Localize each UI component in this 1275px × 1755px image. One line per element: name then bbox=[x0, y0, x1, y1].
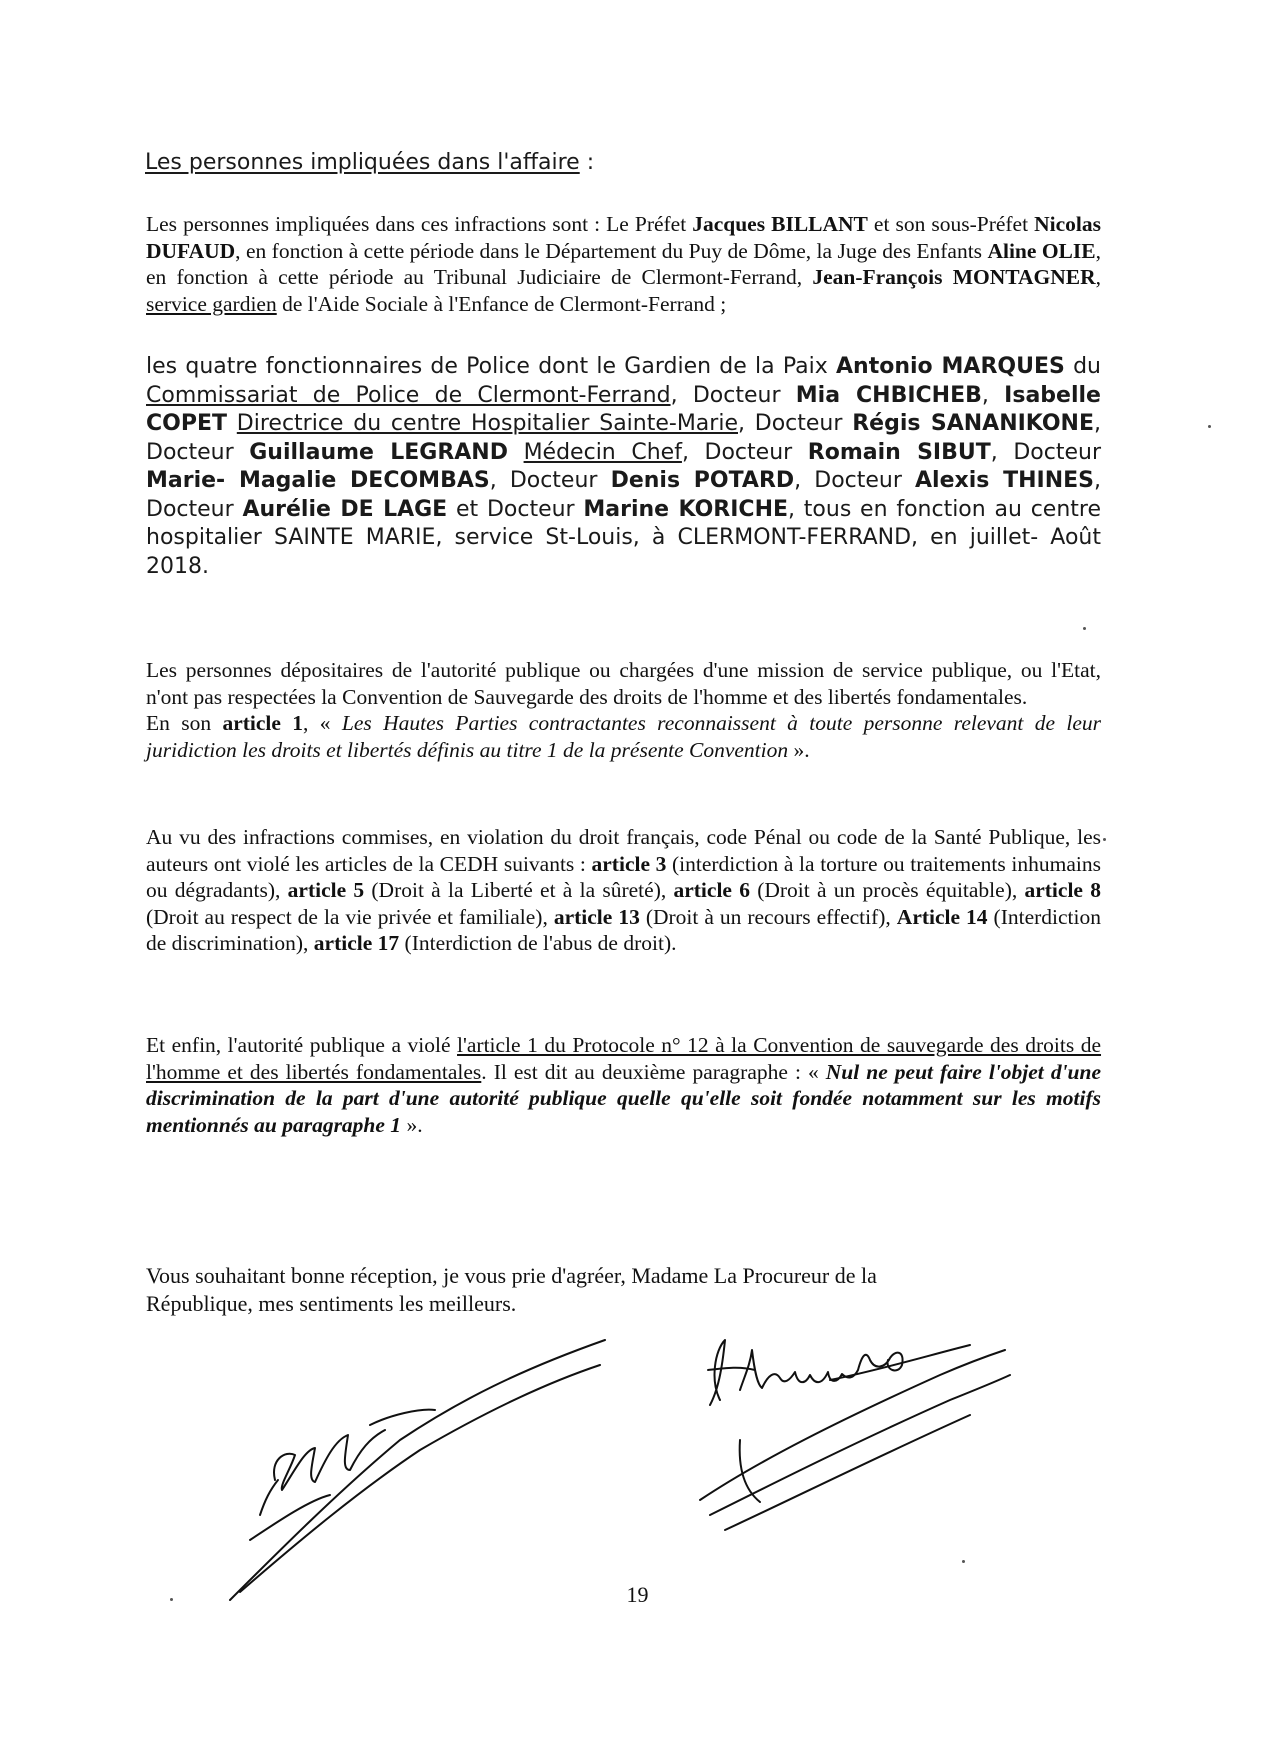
text: ». bbox=[788, 737, 810, 762]
article-ref: Article 14 bbox=[896, 904, 988, 929]
closing-line-2: République, mes sentiments les meilleurs. bbox=[146, 1291, 517, 1316]
text: , Docteur bbox=[794, 468, 916, 493]
quote: Les Hautes Parties contractantes reconnaissent à toute personne relevant de leur juridiction les droits et libertés définis au titre 1 de la présente Convention bbox=[146, 711, 1102, 762]
text: du bbox=[1064, 354, 1101, 379]
text: Et enfin, l'autorité publique a violé bbox=[146, 1033, 458, 1057]
article-ref: article 8 bbox=[1024, 878, 1101, 902]
person-name: Jean-François MONTAGNER bbox=[812, 265, 1096, 289]
article-ref: article 13 bbox=[553, 904, 640, 929]
person-name: Mia CHBICHEB bbox=[795, 382, 982, 408]
text: de l'Aide Sociale à l'Enfance de Clermont-Ferrand ; bbox=[276, 291, 727, 316]
text: , Docteur bbox=[681, 439, 808, 465]
person-name: Aurélie DE LAGE bbox=[242, 496, 448, 522]
underlined-text: Médecin Chef bbox=[523, 439, 682, 465]
text: (Interdiction de discrimination), bbox=[146, 904, 1101, 955]
closing-paragraph bbox=[146, 1262, 1006, 1318]
text: En son bbox=[146, 711, 223, 735]
text bbox=[227, 411, 237, 436]
paragraph-cedh-articles bbox=[146, 824, 1101, 957]
text: . Il est dit au deuxième paragraphe : « bbox=[481, 1059, 826, 1084]
text: , « bbox=[303, 711, 342, 735]
person-name: Nicolas DUFAUD bbox=[146, 212, 1101, 263]
underlined-text: Directrice du centre Hospitalier Sainte-Marie bbox=[236, 411, 738, 436]
text: , bbox=[1095, 265, 1102, 289]
scan-speck bbox=[1208, 425, 1211, 428]
heading-text: Les personnes impliquées dans l'affaire bbox=[145, 150, 580, 175]
person-name: Jacques BILLANT bbox=[692, 212, 868, 236]
person-name: Denis POTARD bbox=[610, 468, 795, 493]
quote: Nul ne peut faire l'objet d'une discrimination de la part d'une autorité publique quelle qu'elle soit fondée notamment sur les motifs mentionnés au paragraphe 1 bbox=[146, 1059, 1101, 1137]
paragraph-convention bbox=[146, 657, 1101, 763]
scan-speck bbox=[962, 1560, 965, 1563]
text: (Droit à un recours effectif), bbox=[639, 904, 897, 929]
scan-speck bbox=[1083, 627, 1086, 630]
scan-speck bbox=[1103, 838, 1106, 841]
text: , en fonction à cette période au Tribunal Judiciaire de Clermont-Ferrand, bbox=[146, 238, 1101, 289]
text: , Docteur bbox=[670, 382, 796, 408]
article-ref: article 1 bbox=[222, 711, 304, 735]
person-name: Marie- Magalie DECOMBAS bbox=[146, 468, 490, 493]
text: ». bbox=[401, 1112, 423, 1137]
text: , Docteur bbox=[489, 468, 611, 493]
person-name: Isabelle COPET bbox=[146, 382, 1101, 436]
text: , Docteur bbox=[146, 411, 1102, 465]
text: Les personnes dépositaires de l'autorité publique ou chargées d'une mission de service publique, ou l'Etat, n'ont pas respectées la Convention de Sauvegarde des droits de l'homme et des libertés fondamentales. bbox=[146, 658, 1101, 709]
text: (Droit à la Liberté et à la sûreté), bbox=[364, 878, 674, 902]
text: , en fonction à cette période dans le Département du Puy de Dôme, la Juge des Enfants bbox=[235, 238, 988, 263]
person-name: Aline OLIE bbox=[987, 238, 1096, 263]
text: , Docteur bbox=[738, 411, 853, 436]
heading-colon: : bbox=[579, 150, 595, 175]
paragraph-protocol-12 bbox=[146, 1032, 1101, 1138]
person-name: Romain SIBUT bbox=[807, 439, 991, 465]
signature-left bbox=[220, 1330, 620, 1620]
text: (Droit au respect de la vie privée et familiale), bbox=[146, 904, 554, 929]
signature-right bbox=[680, 1330, 1020, 1540]
text: Les personnes impliquées dans ces infractions sont : Le Préfet bbox=[146, 212, 693, 236]
person-name: Alexis THINES bbox=[915, 468, 1094, 493]
text: Au vu des infractions commises, en violation du droit français, code Pénal ou code de la Santé Publique, les auteurs ont violé les articles de la CEDH suivants : bbox=[146, 825, 1101, 876]
text: , tous en fonction au centre hospitalier SAINTE MARIE, service St-Louis, à CLERMONT-FERRAND, en juillet- Août 2018. bbox=[146, 496, 1101, 579]
article-ref: article 5 bbox=[287, 878, 365, 902]
person-name: Régis SANANIKONE bbox=[852, 411, 1095, 436]
page-number: 19 bbox=[626, 1582, 649, 1607]
person-name: Guillaume LEGRAND bbox=[249, 439, 508, 465]
section-heading bbox=[145, 150, 594, 175]
text: , Docteur bbox=[990, 439, 1101, 465]
text: (interdiction à la torture ou traitements inhumains ou dégradants), bbox=[146, 851, 1101, 902]
underlined-text: l'article 1 du Protocole n° 12 à la Convention de sauvegarde des droits de l'homme et des libertés fondamentales bbox=[146, 1033, 1102, 1084]
text: (Droit à un procès équitable), bbox=[749, 878, 1025, 902]
article-ref: article 17 bbox=[313, 931, 400, 955]
text: , bbox=[981, 382, 1005, 408]
text: et Docteur bbox=[447, 496, 584, 522]
paragraph-persons-officials bbox=[146, 211, 1101, 317]
paragraph-persons-police-doctors bbox=[146, 353, 1101, 581]
text: et son sous-Préfet bbox=[867, 212, 1035, 236]
article-ref: article 6 bbox=[673, 878, 750, 902]
text bbox=[508, 440, 524, 465]
person-name: Marine KORICHE bbox=[583, 496, 789, 522]
text: les quatre fonctionnaires de Police dont le Gardien de la Paix bbox=[146, 354, 836, 379]
underlined-text: Commissariat de Police de Clermont-Ferrand bbox=[146, 382, 671, 408]
article-ref: article 3 bbox=[591, 851, 667, 876]
person-name: Antonio MARQUES bbox=[836, 354, 1065, 379]
text: (Interdiction de l'abus de droit). bbox=[399, 931, 677, 955]
underlined-text: service gardien bbox=[146, 291, 277, 316]
closing-line-1: Vous souhaitant bonne réception, je vous prie d'agréer, Madame La Procureur de la bbox=[146, 1263, 877, 1288]
text: , Docteur bbox=[146, 468, 1101, 522]
